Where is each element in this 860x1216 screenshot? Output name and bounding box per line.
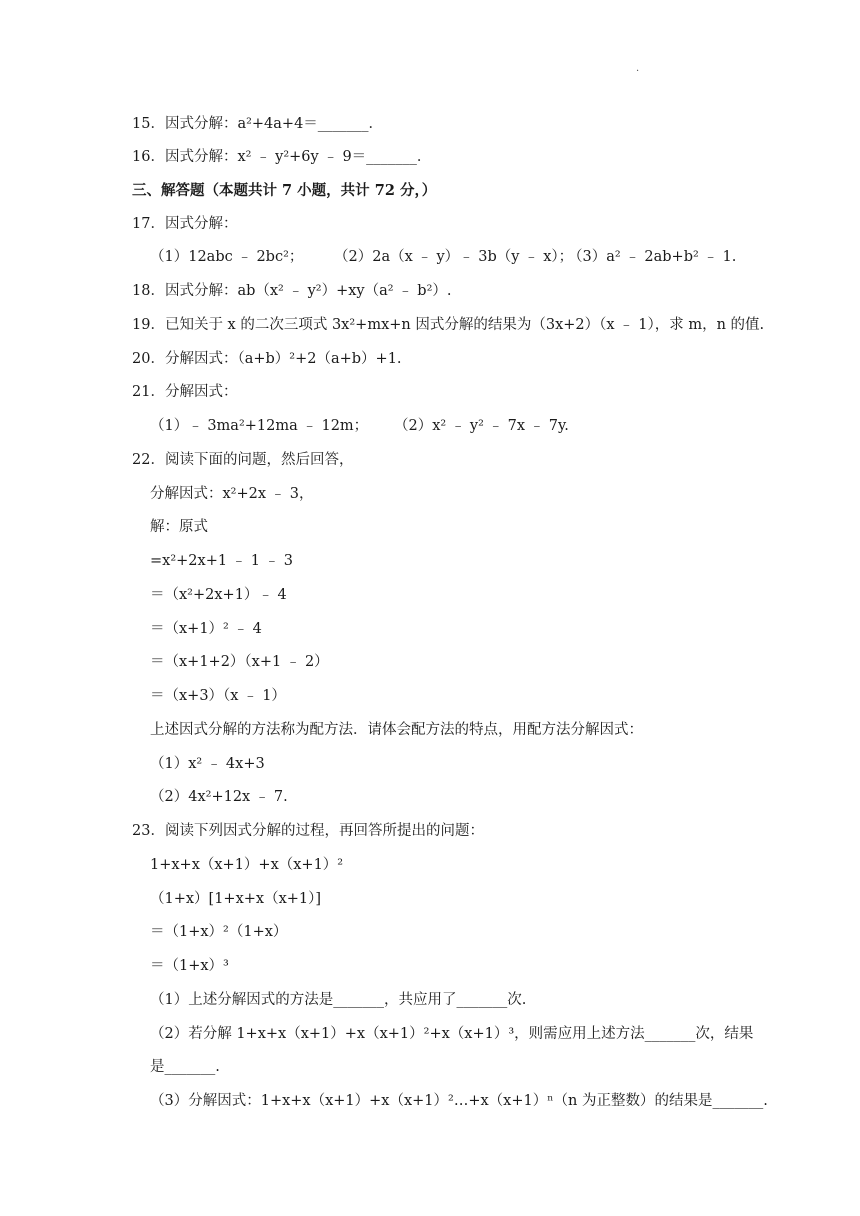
question-19: 19．已知关于 x 的二次三项式 3x²+mx+n 因式分解的结果为（3x+2）（x ﹣ 1），求 m，n 的值.	[132, 317, 765, 333]
question-20: 20．分解因式：（a+b）²+2（a+b）+1.	[132, 351, 402, 367]
q21-part-2: （2）x² ﹣ y² ﹣ 7x ﹣ 7y.	[394, 418, 569, 434]
question-15: 15．因式分解：a²+4a+4＝_______．	[132, 116, 384, 132]
question-21: 21．分解因式：	[132, 384, 238, 400]
q23-step-1: 1+x+x（x+1）+x（x+1）²	[150, 857, 344, 873]
q22-step-5: ＝（x+3）（x ﹣ 1）	[150, 688, 286, 704]
q22-solution-label: 解：原式	[150, 519, 208, 535]
question-22: 22．阅读下面的问题，然后回答，	[132, 452, 354, 468]
header-dot: ·	[636, 66, 640, 77]
question-16: 16．因式分解：x² ﹣ y²+6y ﹣ 9＝_______．	[132, 149, 432, 165]
q22-problem: 分解因式：x²+2x ﹣ 3，	[150, 486, 314, 502]
q17-part-3: （3）a² ﹣ 2ab+b² ﹣ 1.	[568, 249, 737, 265]
q23-part-2: （2）若分解 1+x+x（x+1）+x（x+1）²+x（x+1）³，则需应用上述方法_______次，结果	[150, 1026, 754, 1042]
q23-part-3: （3）分解因式：1+x+x（x+1）+x（x+1）²…+x（x+1）ⁿ（n 为正整数）的结果是_______.	[150, 1093, 768, 1109]
q23-step-2: （1+x）[1+x+x（x+1）]	[150, 891, 322, 907]
q22-step-2: ＝（x²+2x+1）﹣ 4	[150, 587, 287, 603]
q22-step-1: =x²+2x+1 ﹣ 1 ﹣ 3	[150, 553, 293, 569]
question-18: 18．因式分解：ab（x² ﹣ y²）+xy（a² ﹣ b²）.	[132, 283, 452, 299]
q23-part-2-cont: 是_______.	[150, 1059, 220, 1075]
q22-part-1: （1）x² ﹣ 4x+3	[150, 756, 265, 772]
q17-part-1: （1）12abc ﹣ 2bc²；	[150, 249, 304, 265]
section-heading: 三、解答题（本题共计 7 小题，共计 72 分，）	[132, 182, 437, 199]
question-23: 23．阅读下列因式分解的过程，再回答所提出的问题：	[132, 823, 484, 839]
q22-step-3: ＝（x+1）² ﹣ 4	[150, 621, 262, 637]
q23-part-1: （1）上述分解因式的方法是_______，共应用了_______次.	[150, 992, 527, 1008]
q23-step-4: ＝（1+x）³	[150, 958, 229, 974]
question-17: 17．因式分解：	[132, 216, 238, 232]
q21-part-1: （1）﹣ 3ma²+12ma ﹣ 12m；	[150, 418, 369, 434]
q22-part-2: （2）4x²+12x ﹣ 7.	[150, 789, 288, 805]
q22-step-4: ＝（x+1+2）（x+1 ﹣ 2）	[150, 654, 329, 670]
q17-part-2: （2）2a（x ﹣ y）﹣ 3b（y ﹣ x）；	[334, 249, 574, 265]
q22-instruction: 上述因式分解的方法称为配方法．请体会配方法的特点，用配方法分解因式：	[150, 722, 643, 738]
q23-step-3: ＝（1+x）²（1+x）	[150, 924, 288, 940]
